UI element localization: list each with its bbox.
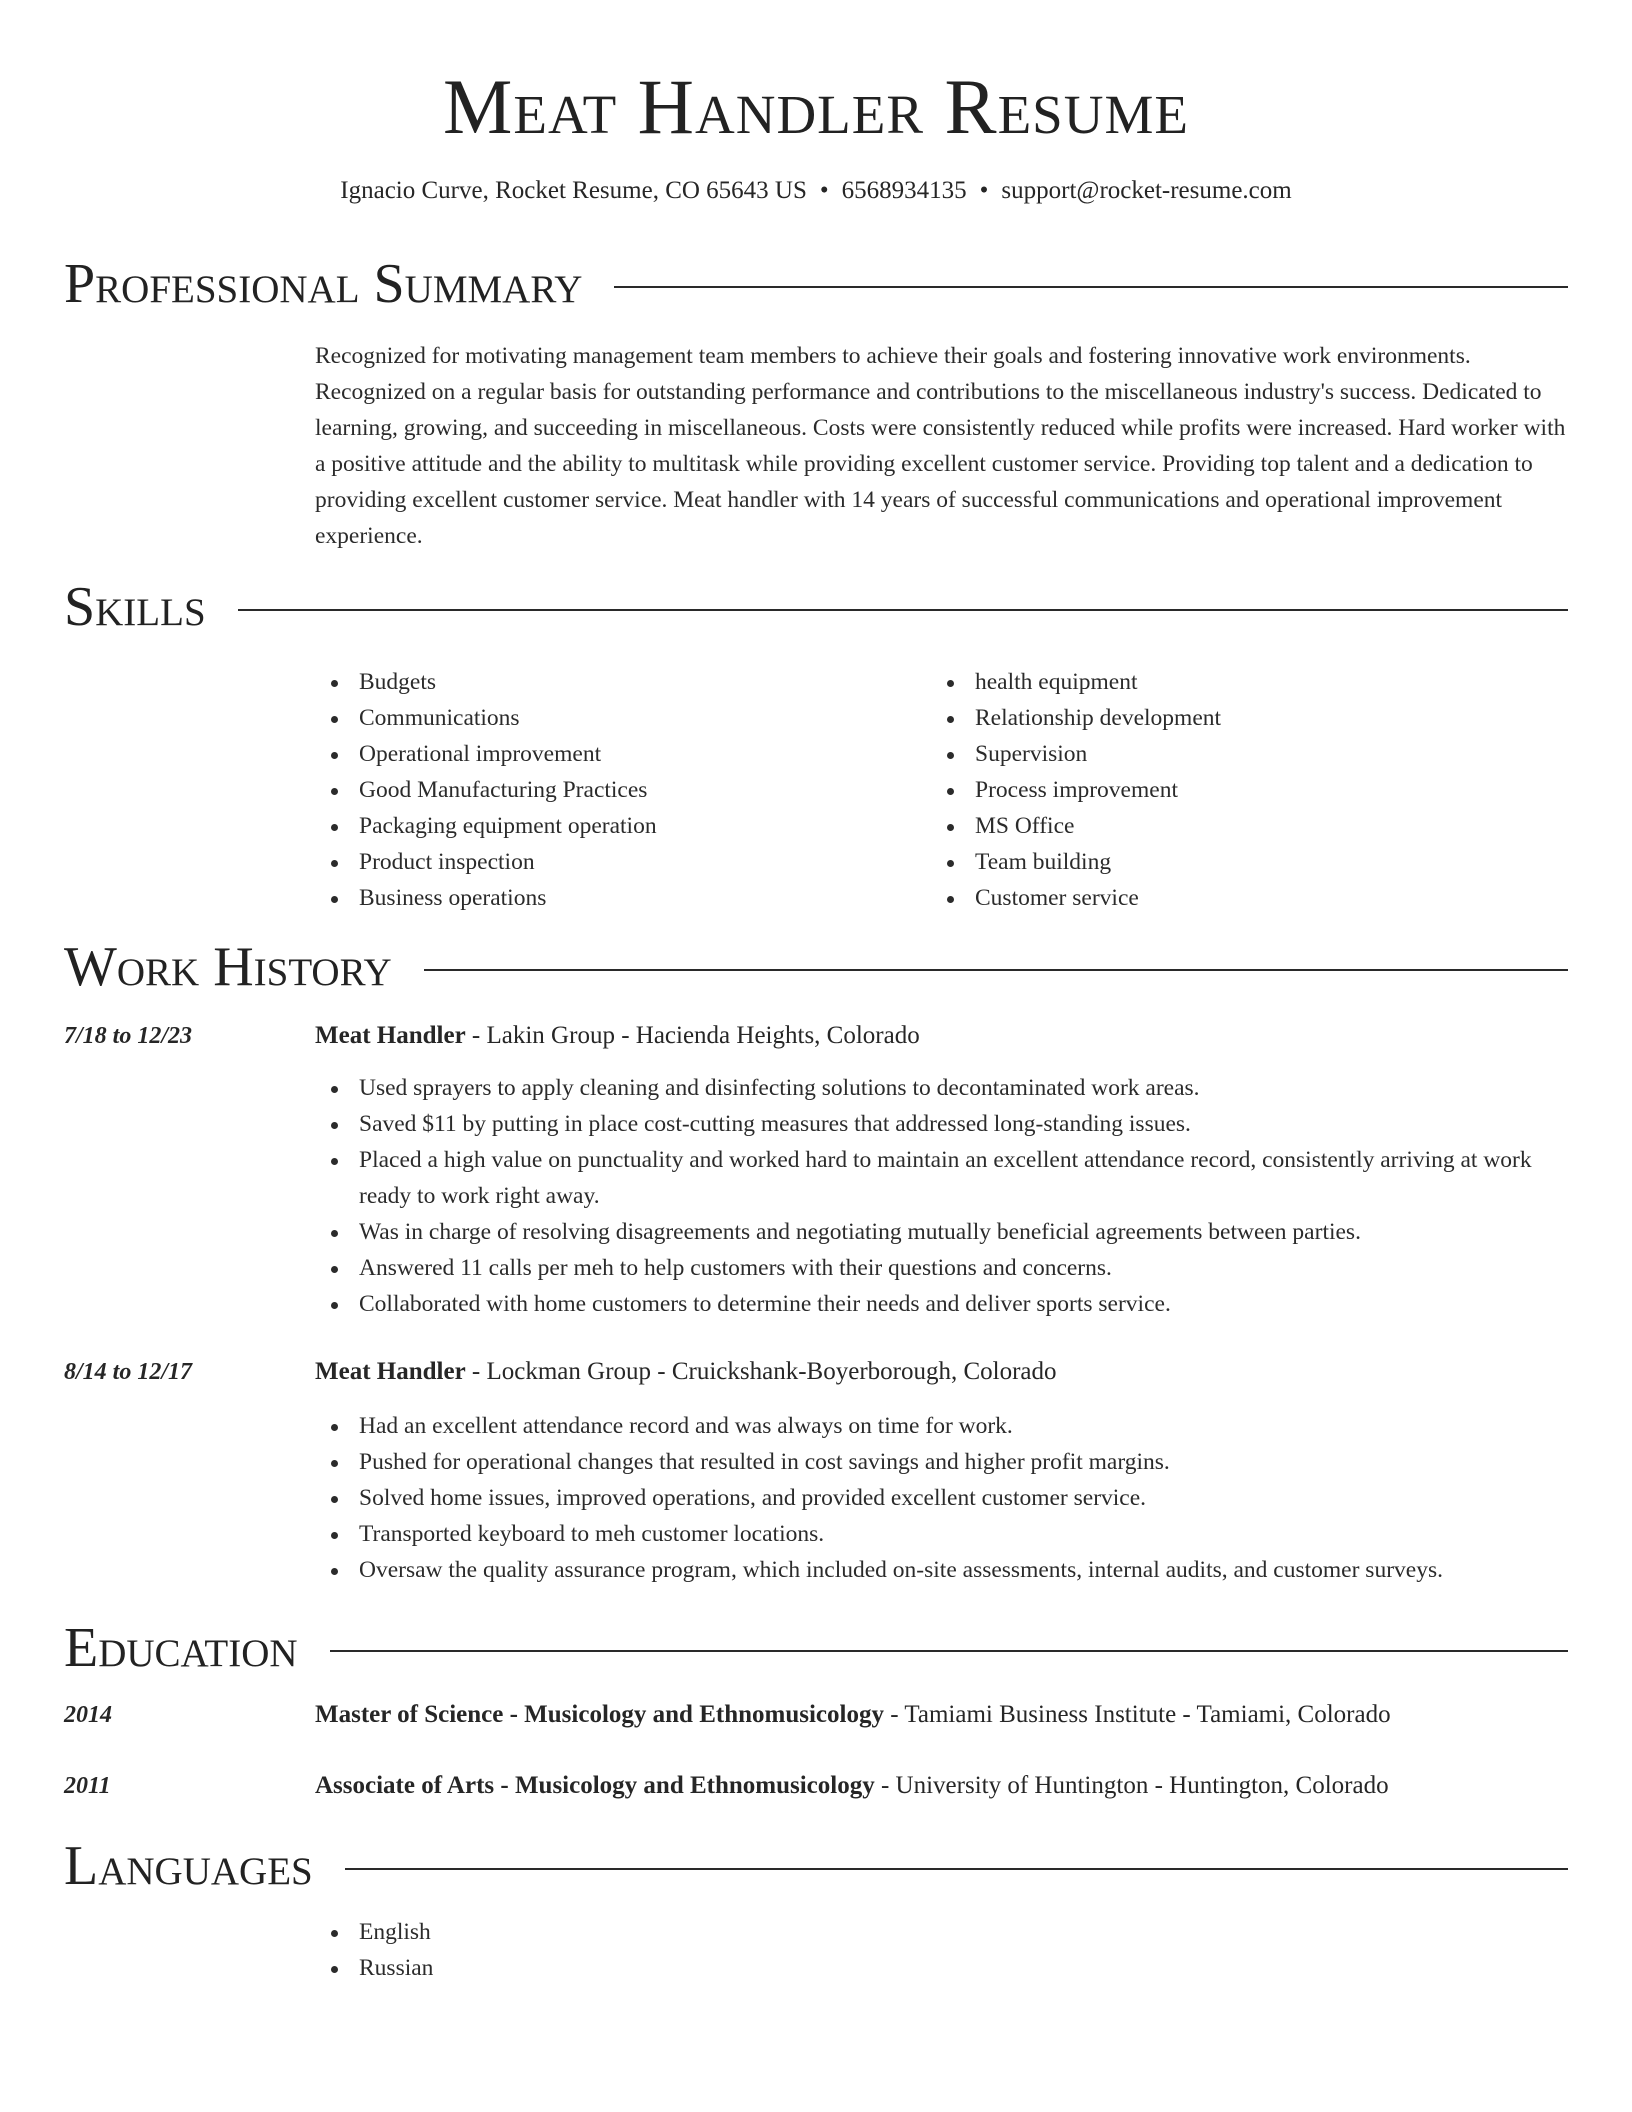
- job-heading: [315, 1018, 1568, 1054]
- work-heading: Work History: [64, 936, 392, 998]
- job-bullet: Solved home issues, improved operations, and provided excellent customer service.: [315, 1480, 1568, 1516]
- skill-item: Supervision: [931, 736, 1547, 772]
- job-bullets: [315, 1408, 1568, 1588]
- job-bullet: Oversaw the quality assurance program, which included on-site assessments, internal audits, and customer surveys.: [315, 1552, 1568, 1588]
- languages-list: [315, 1914, 1568, 1986]
- skill-item: Product inspection: [315, 844, 931, 880]
- education-degree: Master of Science - Musicology and Ethnomusicology: [315, 1701, 884, 1728]
- contact-separator: •: [819, 177, 829, 204]
- education-entry: [315, 1768, 1568, 1804]
- job-employer: - Lakin Group - Hacienda Heights, Colorado: [465, 1022, 920, 1049]
- language-item: English: [315, 1914, 1568, 1950]
- section-divider: [330, 1650, 1568, 1652]
- skills-column-right: [931, 664, 1547, 916]
- job-dates: 7/18 to 12/23: [64, 1023, 193, 1049]
- job-bullet: Pushed for operational changes that resulted in cost savings and higher profit margins.: [315, 1444, 1568, 1480]
- section-divider: [614, 286, 1568, 288]
- skills-column-left: [315, 664, 931, 916]
- skills-heading: Skills: [64, 576, 206, 638]
- education-year: 2014: [64, 1702, 112, 1728]
- education-entry: [315, 1697, 1568, 1733]
- contact-phone: 6568934135: [841, 177, 967, 204]
- contact-separator: •: [979, 177, 989, 204]
- job-bullets: [315, 1070, 1568, 1322]
- job-bullet: Transported keyboard to meh customer locations.: [315, 1516, 1568, 1552]
- job-heading: [315, 1354, 1568, 1390]
- job-bullet: Saved $11 by putting in place cost-cutting measures that addressed long-standing issues.: [315, 1106, 1568, 1142]
- section-divider: [345, 1868, 1568, 1870]
- summary-body: [315, 338, 1568, 554]
- skill-item: Communications: [315, 700, 931, 736]
- contact-address: Ignacio Curve, Rocket Resume, CO 65643 US: [340, 177, 807, 204]
- education-heading: Education: [64, 1617, 298, 1679]
- education-school: - University of Huntington - Huntington, Colorado: [874, 1772, 1389, 1799]
- job-title: Meat Handler: [315, 1358, 466, 1385]
- job-dates: 8/14 to 12/17: [64, 1359, 193, 1385]
- summary-section-header: [64, 252, 1568, 316]
- skill-item: Operational improvement: [315, 736, 931, 772]
- skill-item: Relationship development: [931, 700, 1547, 736]
- languages-heading: Languages: [64, 1835, 313, 1897]
- job-bullet: Answered 11 calls per meh to help customers with their questions and concerns.: [315, 1250, 1568, 1286]
- skills-section-header: [64, 575, 1568, 639]
- language-item: Russian: [315, 1950, 1568, 1986]
- summary-text: Recognized for motivating management team members to achieve their goals and fostering innovative work environments. Recognized on a regular basis for outstanding performance and contributions to the miscellaneous industry's success. Dedicated to learning, growing, and succeeding in miscellaneous. Costs were consistently reduced while profits were increased. Hard worker with a positive attitude and the ability to multitask while providing excellent customer service. Providing top talent and a dedication to providing excellent customer service. Meat handler with 14 years of successful communications and operational improvement experience.: [315, 343, 1566, 549]
- job-bullet: Was in charge of resolving disagreements and negotiating mutually beneficial agreements between parties.: [315, 1214, 1568, 1250]
- skill-item: MS Office: [931, 808, 1547, 844]
- contact-email: support@rocket-resume.com: [1001, 177, 1292, 204]
- job-bullet: Had an excellent attendance record and was always on time for work.: [315, 1408, 1568, 1444]
- skill-item: Packaging equipment operation: [315, 808, 931, 844]
- education-degree: Associate of Arts - Musicology and Ethnomusicology: [315, 1772, 875, 1799]
- languages-section-header: [64, 1834, 1568, 1898]
- skill-item: Customer service: [931, 880, 1547, 916]
- education-section-header: [64, 1616, 1568, 1680]
- job-employer: - Lockman Group - Cruickshank-Boyerborough, Colorado: [465, 1358, 1057, 1385]
- skill-item: Process improvement: [931, 772, 1547, 808]
- education-year: 2011: [64, 1773, 111, 1799]
- skill-item: Good Manufacturing Practices: [315, 772, 931, 808]
- work-section-header: [64, 935, 1568, 999]
- skill-item: Team building: [931, 844, 1547, 880]
- contact-line: [64, 174, 1568, 208]
- skills-list: [315, 664, 1568, 916]
- skill-item: Business operations: [315, 880, 931, 916]
- section-divider: [424, 969, 1568, 971]
- education-school: - Tamiami Business Institute - Tamiami, Colorado: [883, 1701, 1391, 1728]
- job-bullet: Used sprayers to apply cleaning and disinfecting solutions to decontaminated work areas.: [315, 1070, 1568, 1106]
- job-title: Meat Handler: [315, 1022, 466, 1049]
- summary-heading: Professional Summary: [64, 253, 583, 315]
- resume-title: Meat Handler Resume: [443, 63, 1189, 150]
- skill-item: Budgets: [315, 664, 931, 700]
- section-divider: [238, 609, 1568, 611]
- skill-item: health equipment: [931, 664, 1547, 700]
- job-bullet: Collaborated with home customers to determine their needs and deliver sports service.: [315, 1286, 1568, 1322]
- job-bullet: Placed a high value on punctuality and worked hard to maintain an excellent attendance record, consistently arriving at work ready to work right away.: [315, 1142, 1568, 1214]
